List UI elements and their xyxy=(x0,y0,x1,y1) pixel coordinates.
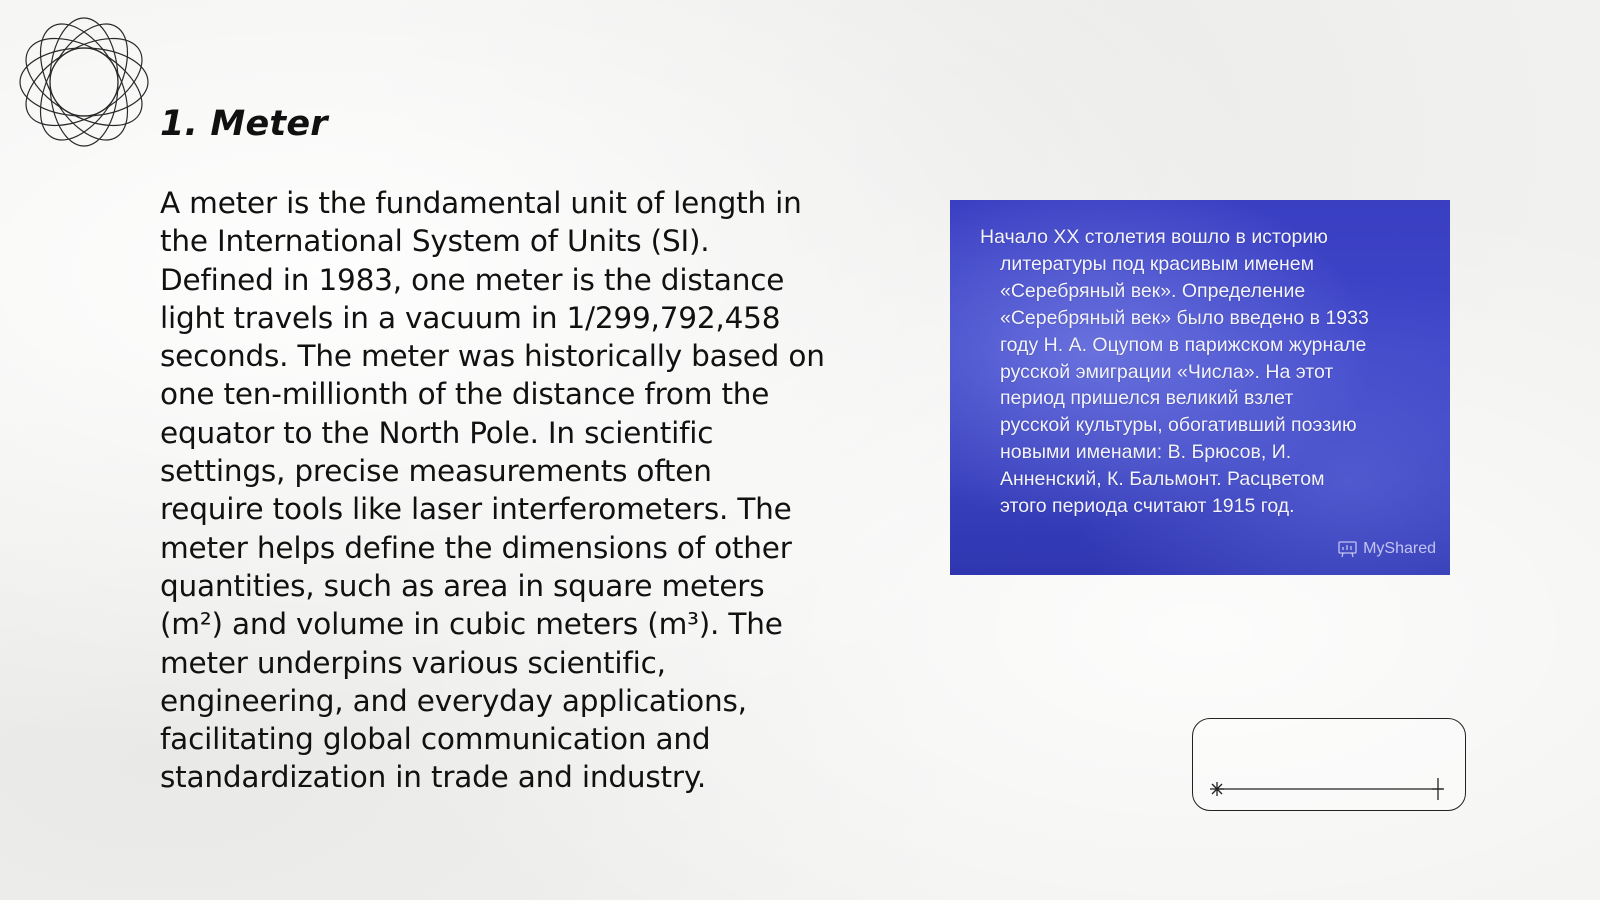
paragraph-line: one ten-millionth of the distance from the xyxy=(160,377,770,412)
paragraph-line: standardization in trade and industry. xyxy=(160,760,707,795)
slide-text-line: русской культуры, обогативший поэзию xyxy=(1000,414,1357,437)
slide-text-line: литературы под красивым именем xyxy=(1000,252,1315,275)
ruler-line-graphic xyxy=(1193,719,1465,810)
decorative-ruler-box xyxy=(1192,718,1466,811)
paragraph-line: facilitating global communication and xyxy=(160,722,711,757)
paragraph-line: the International System of Units (SI). xyxy=(160,224,710,259)
paragraph-line: meter underpins various scientific, xyxy=(160,645,666,680)
slide-text-line: Начало XX столетия вошло в историю xyxy=(980,226,1328,248)
plus-star-icon xyxy=(1432,778,1444,800)
slide-text-line: период пришелся великий взлет xyxy=(1000,387,1294,410)
sparkle-icon xyxy=(1210,782,1224,796)
slide-text-line: «Серебряный век» было введено в 1933 xyxy=(1000,306,1369,329)
paragraph-line: equator to the North Pole. In scientific xyxy=(160,415,714,450)
slide-text-line: году Н. А. Оцупом в парижском журнале xyxy=(1000,333,1367,356)
slide-text-line: этого периода считают 1915 год. xyxy=(1000,495,1295,518)
slide-text-line: новыми именами: В. Брюсов, И. xyxy=(1000,441,1292,464)
slide-title: 1. Meter xyxy=(160,104,328,144)
orbital-rings-logo xyxy=(10,8,158,156)
paragraph-line: engineering, and everyday applications, xyxy=(160,683,747,718)
slide-text-line: «Серебряный век». Определение xyxy=(1000,279,1306,302)
embedded-slide-text xyxy=(980,224,1445,520)
myshared-logo-icon xyxy=(1337,539,1359,559)
paragraph-line: quantities, such as area in square meters xyxy=(160,568,765,603)
paragraph-line: light travels in a vacuum in 1/299,792,458 xyxy=(160,300,781,335)
watermark-text: MyShared xyxy=(1363,540,1436,557)
paragraph-line: A meter is the fundamental unit of length in xyxy=(160,186,802,220)
myshared-watermark xyxy=(1337,539,1436,559)
slide-text-line: русской эмиграции «Числа». На этот xyxy=(1000,360,1334,383)
paragraph-line: require tools like laser interferometers. The xyxy=(160,492,792,527)
slide-text-line: Анненский, К. Бальмонт. Расцветом xyxy=(1000,468,1325,491)
paragraph-line: (m²) and volume in cubic meters (m³). The xyxy=(160,607,783,642)
paragraph-line: meter helps define the dimensions of other xyxy=(160,530,792,565)
body-paragraph xyxy=(160,184,850,797)
paragraph-line: seconds. The meter was historically based on xyxy=(160,339,825,374)
paragraph-line: settings, precise measurements often xyxy=(160,454,712,489)
paragraph-line: Defined in 1983, one meter is the distance xyxy=(160,262,785,297)
embedded-slide-image xyxy=(950,200,1450,575)
